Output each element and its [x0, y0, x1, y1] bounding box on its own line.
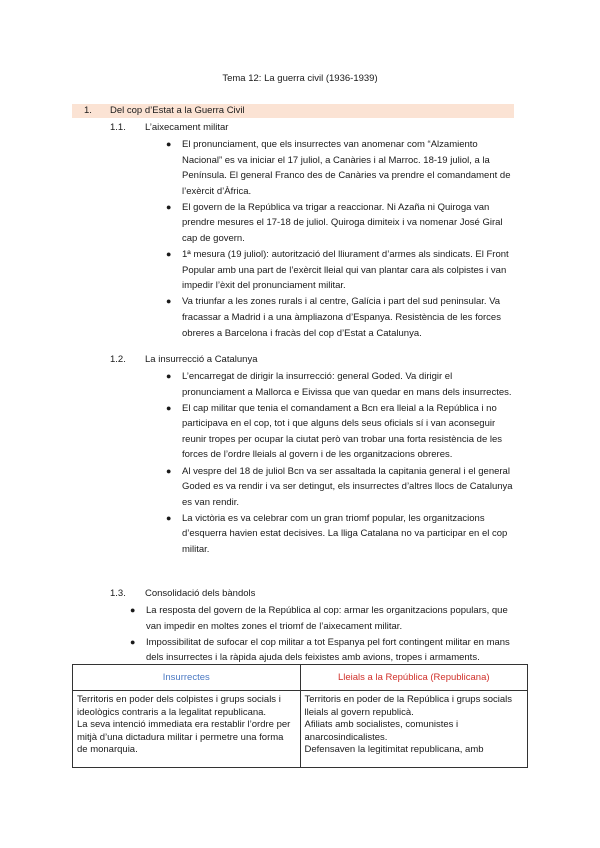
bullet-icon: ● [166, 402, 172, 413]
section-number: 1. [84, 105, 92, 116]
bullet-icon: ● [130, 636, 136, 647]
list-item [164, 401, 514, 463]
bullet-list [164, 369, 514, 558]
list-item-text: El pronunciament, que els insurrectes van anomenar com “Alzamiento Nacional” es va iniciar el 17 juliol, a Canàries i al Marroc. 18-19 juliol, a la Península. El general Franco des de Canàries va prendre el comandament de l’exèrcit d’Àfrica. [182, 139, 511, 197]
list-item [128, 603, 518, 634]
list-item-text: L’encarregat de dirigir la insurrecció: general Goded. Va dirigir el pronunciament a Mallorca e Eivissa que van quedar en mans dels insurrectes. [182, 371, 512, 398]
list-item-text: La victòria es va celebrar com un gran triomf popular, les organitzacions d’esquerra havien estat decisives. La lliga Catalana no va participar en el cop militar. [182, 512, 508, 556]
bullet-icon: ● [166, 296, 172, 307]
table-cell-insurrectes [73, 691, 301, 768]
list-item-text: Al vespre del 18 de juliol Bcn va ser assaltada la capitania general i el general Goded es va rendir i va ser detingut, els insurrectes d’altres llocs de Catalunya es van rendir. [182, 465, 513, 508]
bullet-icon: ● [166, 201, 172, 212]
bullet-icon: ● [166, 465, 172, 476]
subsection-number: 1.2. [110, 354, 126, 365]
list-item-text: La resposta del govern de la República al cop: armar les organitzacions populars, que van impedir en moltes zones el triomf de l’aixecament militar. [146, 605, 508, 632]
list-item-text: Va triunfar a les zones rurals i al centre, Galícia i part del sud peninsular. Va fracassar a Madrid i a una àmpliazona d’Espanya. Resistència de les forces obreres a Barcelona i fracàs del cop d’Estat a Catalunya. [182, 296, 501, 339]
table-cell-text: Territoris en poder dels colpistes i grups socials i ideològics contraris a la legalitat republicana. La seva intenció immediata era restablir l’ordre per mitjà d’una dictadura militar i permetre una forma de monarquia. [77, 694, 291, 756]
list-item [164, 247, 514, 294]
bullet-icon: ● [166, 512, 172, 523]
table-header-insurrectes: Insurrectes [73, 665, 301, 691]
table-header-row [73, 665, 528, 691]
bullet-icon: ● [166, 249, 172, 260]
list-item-text: 1ª mesura (19 juliol): autorització del lliurament d’armes als sindicats. El Front Popular amb una part de l’exèrcit lleial qui van plantar cara als colpistes i van impedir l’èxit del pronunciament militar. [182, 249, 509, 292]
bullet-list [164, 137, 514, 342]
subsection-number: 1.3. [110, 588, 126, 599]
page-title: Tema 12: La guerra civil (1936-1939) [222, 73, 378, 84]
list-item [164, 369, 514, 400]
list-item [164, 137, 514, 199]
subsection-title: Consolidació dels bàndols [145, 588, 256, 599]
bullet-icon: ● [166, 139, 172, 149]
subsection-title: La insurrecció a Catalunya [145, 354, 258, 365]
bullet-list [128, 603, 518, 666]
table-cell-text: Territoris en poder de la República i grups socials lleials al govern republicà. Afiliats amb socialistes, comunistes i anarcosindicalistes. Defensaven la legitimitat republicana, amb [304, 694, 513, 756]
bullet-icon: ● [166, 371, 172, 381]
list-item [164, 464, 514, 511]
list-item-text: Impossibilitat de sufocar el cop militar a tot Espanya pel fort contingent militar en mans dels insurrectes i la ràpida ajuda dels feixistes amb avions, tropes i armaments. [146, 636, 510, 664]
subsection-number: 1.1. [110, 122, 126, 133]
list-item [128, 635, 518, 666]
list-item-text: El govern de la República va trigar a reaccionar. Ni Azaña ni Quiroga van prendre mesures el 17-18 de juliol. Quiroga dimiteix i va nomenar José Giral cap de govern. [182, 201, 503, 245]
table-cell-lleials [300, 691, 528, 768]
table-header-lleials: Lleials a la República (Republicana) [300, 665, 528, 691]
comparison-table [72, 664, 528, 768]
list-item [164, 200, 514, 247]
section-title: Del cop d’Estat a la Guerra Civil [110, 105, 245, 116]
list-item [164, 294, 514, 341]
bullet-icon: ● [130, 605, 136, 615]
list-item-text: El cap militar que tenia el comandament a Bcn era lleial a la República i no participava en el cop, tot i que alguns dels seus oficials sí i van aconseguir reunir tropes per ocupar la ciutat però van trobar una forta resistència de les forces de l’ordre lleials al govern i de les organitzacions obreres. [182, 402, 503, 461]
list-item [164, 511, 514, 558]
subsection-title: L’aixecament militar [145, 122, 229, 133]
table-row [73, 691, 528, 768]
